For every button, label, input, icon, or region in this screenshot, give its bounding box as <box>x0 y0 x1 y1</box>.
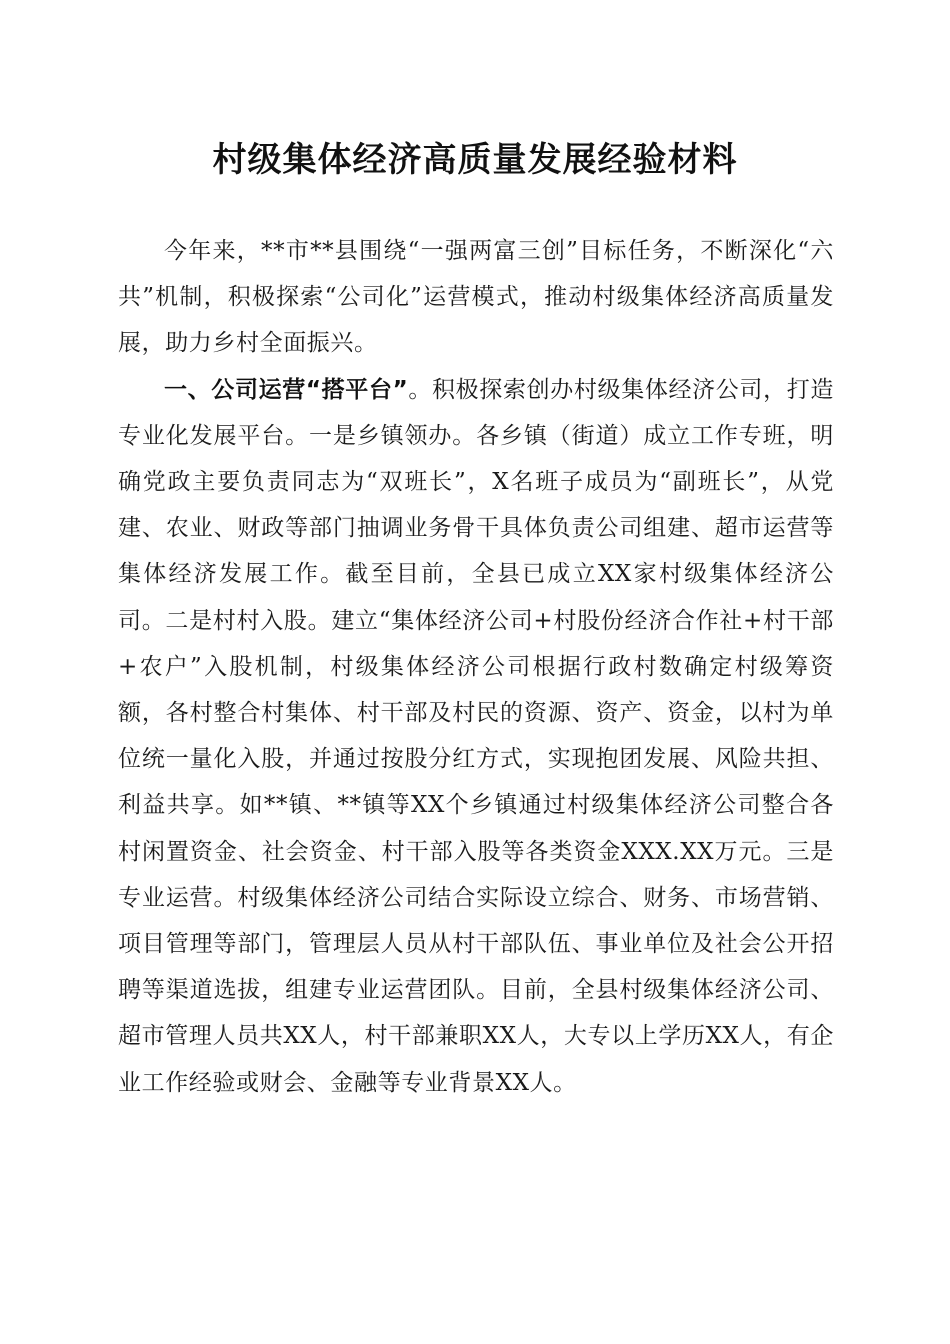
intro-paragraph: 今年来，**市**县围绕“一强两富三创”目标任务，不断深化“六共”机制，积极探索“公司化”运营模式，推动村级集体经济高质量发展，助力乡村全面振兴。 <box>118 238 834 357</box>
document-title: 村级集体经济高质量发展经验材料 <box>212 140 738 180</box>
section-1-heading: 一、公司运营“搭平台” <box>164 376 409 403</box>
section-1-body: 。积极探索创办村级集体经济公司，打造专业化发展平台。一是乡镇领办。各乡镇（街道）成立工作专班，明确党政主要负责同志为“双班长”，X名班子成员为“副班长”，从党建、农业、财政等部门抽调业务骨干具体负责公司组建、超市运营等集体经济发展工作。截至目前，全县已成立XX家村级集体经济公司。二是村村入股。建立“集体经济公司+村股份经济合作社+村干部+农户”入股机制，村级集体经济公司根据行政村数确定村级筹资额，各村整合村集体、村干部及村民的资源、资产、资金，以村为单位统一量化入股，并通过按股分红方式，实现抱团发展、风险共担、利益共享。如**镇、**镇等XX个乡镇通过村级集体经济公司整合各村闲置资金、社会资金、村干部入股等各类资金XXX.XX万元。三是专业运营。村级集体经济公司结合实际设立综合、财务、市场营销、项目管理等部门，管理层人员从村干部队伍、事业单位及社会公开招聘等渠道选拔，组建专业运营团队。目前，全县村级集体经济公司、超市管理人员共XX人，村干部兼职XX人，大专以上学历XX人，有企业工作经验或财会、金融等专业背景XX人。 <box>118 376 834 1096</box>
section-1-paragraph <box>118 367 834 1106</box>
document-body <box>118 228 834 1106</box>
